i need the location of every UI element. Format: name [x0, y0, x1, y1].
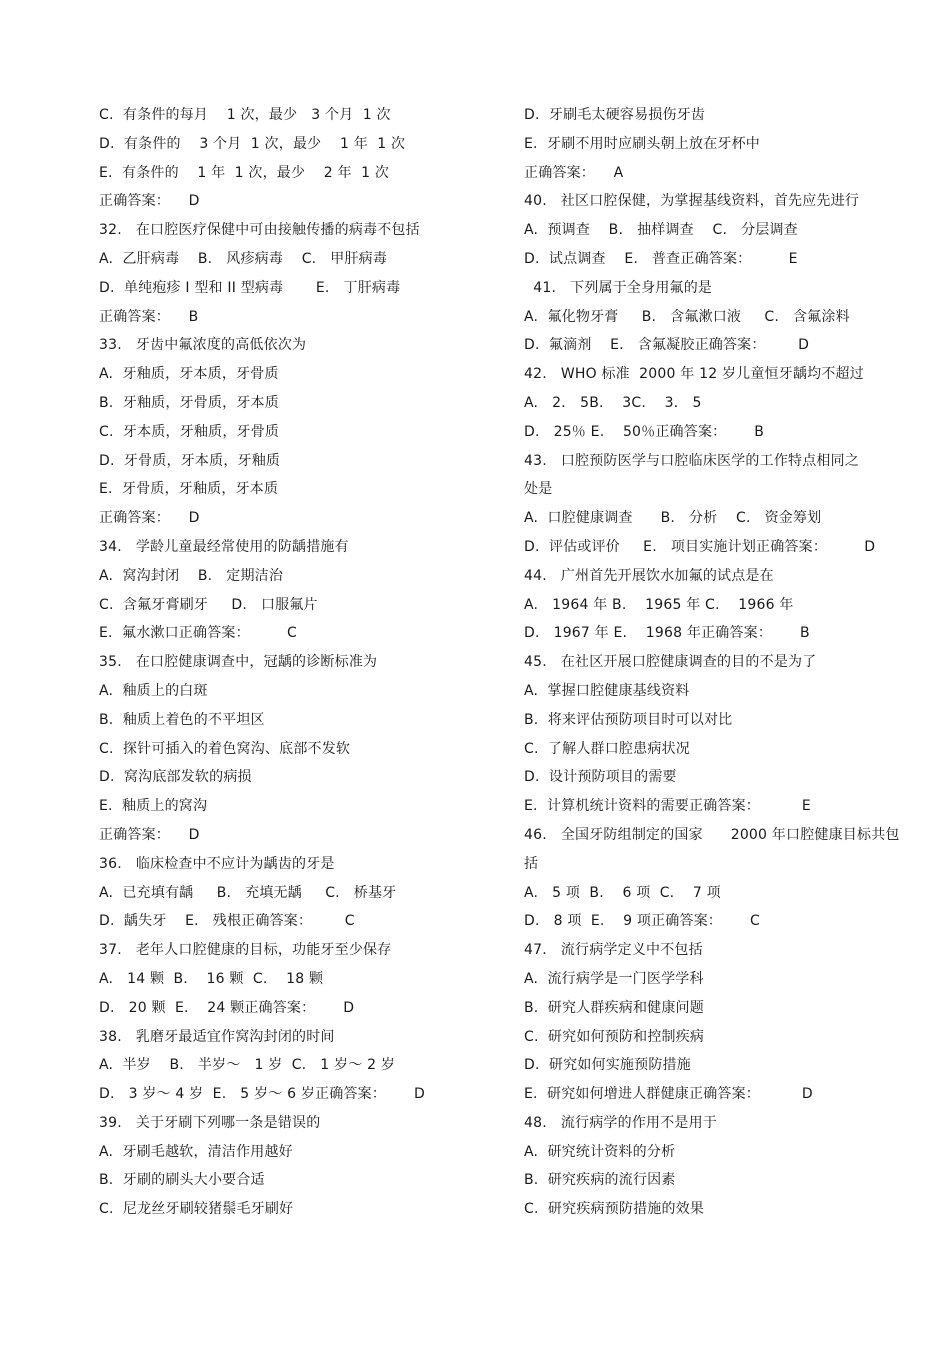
text-line: E. 有条件的 1 年 1 次，最少 2 年 1 次	[99, 164, 390, 181]
text-line: D. 25％ E. 50％正确答案： B	[524, 423, 765, 440]
text-line: D. 研究如何实施预防措施	[524, 1057, 691, 1074]
text-line: 处是	[524, 481, 553, 498]
text-line: 38. 乳磨牙最适宜作窝沟封闭的时间	[99, 1028, 335, 1045]
text-line: B. 研究疾病的流行因素	[524, 1172, 676, 1189]
text-line: C. 研究如何预防和控制疾病	[524, 1028, 705, 1045]
text-line: E. 牙刷不用时应刷头朝上放在牙杯中	[524, 135, 760, 152]
text-line: 45. 在社区开展口腔健康调查的目的不是为了	[524, 654, 817, 671]
text-line: 47. 流行病学定义中不包括	[524, 942, 703, 959]
text-line: C. 尼龙丝牙刷较猪鬃毛牙刷好	[99, 1201, 294, 1218]
text-line: A. 乙肝病毒 B. 风疹病毒 C. 甲肝病毒	[99, 250, 388, 267]
text-line: D. 牙刷毛太硬容易损伤牙齿	[524, 107, 706, 123]
text-line: E. 釉质上的窝沟	[99, 798, 208, 815]
text-line: 44. 广州首先开展饮水加氟的试点是在	[524, 567, 774, 584]
text-line: 35. 在口腔健康调查中，冠龋的诊断标准为	[99, 654, 378, 671]
text-line: D. 设计预防项目的需要	[524, 769, 677, 786]
text-line: A. 牙刷毛越软，清洁作用越好	[99, 1143, 293, 1160]
text-line: 正确答案： D	[99, 510, 200, 527]
text-line: C. 研究疾病预防措施的效果	[524, 1201, 705, 1218]
text-line: D. 3 岁～ 4 岁 E. 5 岁～ 6 岁正确答案： D	[99, 1086, 425, 1103]
text-line: C. 牙本质，牙釉质，牙骨质	[99, 423, 280, 440]
text-line: B. 牙釉质，牙骨质，牙本质	[99, 394, 279, 411]
text-line: D. 单纯疱疹 I 型和 II 型病毒 E. 丁肝病毒	[99, 279, 401, 296]
text-line: 32. 在口腔医疗保健中可由接触传播的病毒不包括	[99, 222, 420, 239]
text-line: A. 窝沟封闭 B. 定期洁治	[99, 567, 284, 584]
text-line: A. 釉质上的白斑	[99, 682, 208, 699]
text-line: D. 评估或评价 E. 项目实施计划正确答案： D	[524, 538, 876, 555]
text-line: C. 了解人群口腔患病状况	[524, 740, 690, 757]
text-line: A. 流行病学是一门医学学科	[524, 970, 704, 987]
text-line: C. 探针可插入的着色窝沟、底部不发软	[99, 740, 351, 757]
text-line: 37. 老年人口腔健康的目标，功能牙至少保存	[99, 942, 392, 959]
text-line: A. 牙釉质，牙本质，牙骨质	[99, 366, 279, 383]
text-line: B. 研究人群疾病和健康问题	[524, 999, 704, 1016]
text-line: 46. 全国牙防组制定的国家 2000 年口腔健康目标共包	[524, 826, 900, 843]
text-line: D. 氟滴剂 E. 含氟凝胶正确答案： D	[524, 337, 810, 354]
text-line: A. 2． 5B. 3C. 3． 5	[524, 394, 702, 411]
text-line: A. 已充填有龋 B. 充填无龋 C. 桥基牙	[99, 884, 397, 901]
text-line: B. 牙刷的刷头大小要合适	[99, 1172, 265, 1189]
text-line: B. 釉质上着色的不平坦区	[99, 711, 265, 728]
text-line: 正确答案： B	[99, 308, 199, 325]
text-line: A. 研究统计资料的分析	[524, 1143, 676, 1160]
text-line: 正确答案： D	[99, 826, 200, 843]
text-line: 括	[524, 855, 539, 872]
right-text-column	[524, 101, 924, 1224]
text-line: D. 有条件的 3 个月 1 次，最少 1 年 1 次	[99, 135, 406, 152]
text-line: D. 牙骨质，牙本质，牙釉质	[99, 452, 281, 469]
text-line: A. 14 颗 B. 16 颗 C. 18 颗	[99, 970, 324, 987]
text-line: E. 计算机统计资料的需要正确答案： E	[524, 798, 811, 815]
text-line: C. 含氟牙膏刷牙 D. 口服氟片	[99, 596, 318, 613]
text-line: 41. 下列属于全身用氟的是	[524, 279, 713, 296]
text-line: C. 有条件的每月 1 次，最少 3 个月 1 次	[99, 107, 391, 123]
text-line: D. 8 项 E. 9 项正确答案： C	[524, 913, 760, 930]
text-line: 39. 关于牙刷下列哪一条是错误的	[99, 1114, 321, 1131]
left-text-column	[99, 101, 499, 1224]
text-line: 48. 流行病学的作用不是用于	[524, 1114, 718, 1131]
text-line: A. 氟化物牙膏 B. 含氟漱口液 C. 含氟涂料	[524, 308, 850, 325]
text-line: E. 研究如何增进人群健康正确答案： D	[524, 1086, 813, 1103]
text-line: A. 半岁 B. 半岁～ 1 岁 C. 1 岁～ 2 岁	[99, 1057, 396, 1074]
text-line: 33. 牙齿中氟浓度的高低依次为	[99, 337, 307, 354]
text-line: 正确答案： A	[524, 164, 624, 181]
text-line: A. 预调查 B. 抽样调查 C. 分层调查	[524, 222, 798, 239]
text-line: A. 掌握口腔健康基线资料	[524, 682, 690, 699]
text-line: 36. 临床检查中不应计为龋齿的牙是	[99, 855, 335, 872]
text-line: D. 1967 年 E. 1968 年正确答案： B	[524, 625, 810, 642]
text-line: D. 试点调查 E. 普查正确答案： E	[524, 250, 798, 267]
text-line: 43. 口腔预防医学与口腔临床医学的工作特点相同之	[524, 452, 860, 469]
text-line: 正确答案： D	[99, 193, 200, 210]
text-line: D. 窝沟底部发软的病损	[99, 769, 252, 786]
text-line: D. 龋失牙 E. 残根正确答案： C	[99, 913, 355, 930]
text-line: 34. 学龄儿童最经常使用的防龋措施有	[99, 538, 349, 555]
text-line: D. 20 颗 E. 24 颗正确答案： D	[99, 999, 355, 1016]
text-line: A. 口腔健康调查 B. 分析 C. 资金筹划	[524, 510, 822, 527]
text-line: 40. 社区口腔保健，为掌握基线资料，首先应先进行	[524, 193, 860, 210]
text-line: A. 1964 年 B. 1965 年 C. 1966 年	[524, 596, 794, 613]
text-line: B. 将来评估预防项目时可以对比	[524, 711, 733, 728]
text-line: 42. WHO 标准 2000 年 12 岁儿童恒牙龋均不超过	[524, 366, 864, 383]
text-line: A. 5 项 B. 6 项 C. 7 项	[524, 884, 721, 901]
text-line: E. 牙骨质，牙釉质，牙本质	[99, 481, 279, 498]
text-line: E. 氟水漱口正确答案： C	[99, 625, 297, 642]
